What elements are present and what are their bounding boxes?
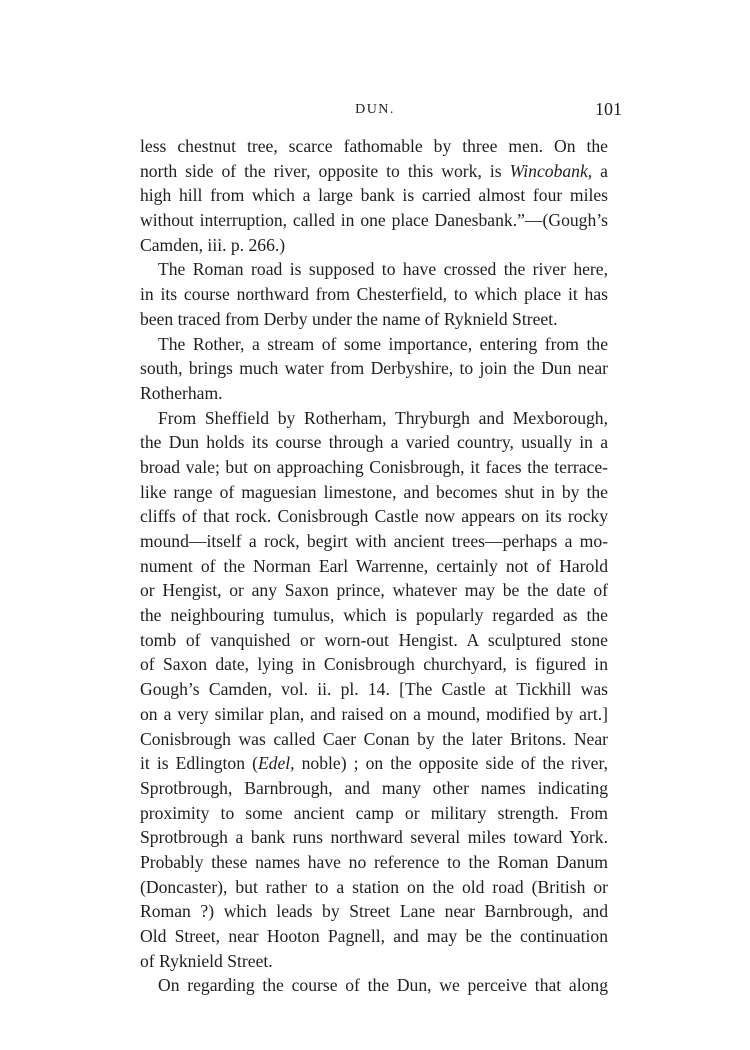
text-run: high hill from which a large bank is carried almost four miles: [140, 185, 608, 206]
text-line: [140, 183, 608, 208]
page-number: 101: [595, 99, 622, 119]
text-line: [140, 924, 608, 949]
text-run: less chestnut tree, scarce fathomable by three men. On the: [140, 136, 608, 156]
text-line: [140, 578, 608, 603]
text-line: [140, 282, 608, 307]
running-title: DUN.: [355, 102, 395, 117]
text-line: [140, 652, 608, 677]
text-line: [140, 381, 608, 406]
text-line: [140, 529, 608, 554]
text-line: [140, 332, 608, 357]
text-run: or Hengist, or any Saxon prince, whatever may be the date of: [140, 580, 608, 601]
text-run: Rotherham.: [140, 382, 223, 403]
text-run: (Doncaster), but rather to a station on the old road (British or: [140, 876, 608, 897]
text-run: Probably these names have no reference to the Roman Danum: [140, 851, 608, 872]
text-run: Conisbrough was called Caer Conan by the later Britons. Near: [140, 728, 608, 749]
paragraph: [140, 257, 608, 331]
text-line: [140, 307, 608, 332]
text-line: [140, 504, 608, 529]
text-run: tomb of vanquished or worn-out Hengist. A sculptured stone: [140, 629, 608, 650]
text-line: [140, 899, 608, 924]
text-run: been traced from Derby under the name of Ryknield Street.: [140, 308, 558, 329]
text-line: [140, 677, 608, 702]
text-run: On regarding the course of the Dun, we perceive that along: [158, 975, 608, 996]
text-line: [140, 801, 608, 826]
text-run: From Sheffield by Rotherham, Thryburgh and Mexborough,: [158, 407, 608, 428]
text-run: The Rother, a stream of some importance, entering from the: [158, 333, 608, 354]
text-run: Sprotbrough a bank runs northward several miles toward York.: [140, 827, 608, 848]
text-run: of Saxon date, lying in Conisbrough churchyard, is figured in: [140, 654, 608, 675]
text-run: nument of the Norman Earl Warrenne, certainly not of Harold: [140, 555, 608, 576]
text-line: [140, 134, 608, 159]
text-line: [140, 159, 608, 184]
text-line: [140, 949, 608, 974]
text-line: [140, 702, 608, 727]
text-run: it is Edlington (: [140, 753, 258, 774]
text-run: Camden, iii. p. 266.): [140, 234, 286, 255]
running-head: [0, 99, 750, 123]
text-run: without interruption, called in one place Danesbank.”—(Gough’s: [140, 210, 608, 231]
text-line: [140, 356, 608, 381]
text-line: [140, 208, 608, 233]
text-line: [140, 727, 608, 752]
text-run: the neighbouring tumulus, which is popularly regarded as the: [140, 605, 608, 626]
text-run: noble) ; on the opposite side of the river,: [294, 753, 608, 774]
text-line: [140, 430, 608, 455]
text-line: [140, 480, 608, 505]
text-run: a: [592, 160, 608, 181]
text-run: the Dun holds its course through a varied country, usually in a: [140, 432, 608, 453]
text-run: Sprotbrough, Barnbrough, and many other names indicating: [140, 777, 608, 798]
text-run: mound—itself a rock, begirt with ancient trees—perhaps a mo-: [140, 531, 608, 551]
text-line: [140, 603, 608, 628]
text-line: [140, 875, 608, 900]
text-line: [140, 850, 608, 875]
italic-text: Edel,: [257, 753, 295, 774]
text-run: of Ryknield Street.: [140, 950, 273, 971]
text-run: proximity to some ancient camp or military strength. From: [140, 802, 608, 823]
text-line: [140, 628, 608, 653]
text-run: Roman ?) which leads by Street Lane near Barnbrough, and: [140, 901, 608, 922]
text-run: north side of the river, opposite to this work, is: [140, 160, 510, 181]
text-run: The Roman road is supposed to have crossed the river here,: [158, 259, 608, 280]
text-run: broad vale; but on approaching Conisbrough, it faces the terrace-: [140, 456, 608, 477]
text-run: Old Street, near Hooton Pagnell, and may be the continuation: [140, 926, 608, 946]
text-line: [140, 751, 608, 776]
text-line: [140, 233, 608, 258]
text-line: [140, 257, 608, 282]
text-run: cliffs of that rock. Conisbrough Castle now appears on its rocky: [140, 506, 608, 527]
text-line: [140, 825, 608, 850]
text-line: [140, 455, 608, 480]
italic-text: Wincobank,: [509, 160, 593, 181]
text-run: like range of maguesian limestone, and becomes shut in by the: [140, 481, 608, 502]
text-run: on a very similar plan, and raised on a mound, modified by art.]: [140, 703, 608, 724]
text-line: [140, 973, 608, 998]
text-run: south, brings much water from Derbyshire, to join the Dun near: [140, 358, 608, 379]
paragraph: [140, 332, 608, 406]
body-text: [140, 134, 608, 998]
text-line: [140, 554, 608, 579]
text-line: [140, 776, 608, 801]
text-line: [140, 406, 608, 431]
paragraph: [140, 406, 608, 974]
paragraph: [140, 134, 608, 257]
paragraph: [140, 973, 608, 998]
text-run: Gough’s Camden, vol. ii. pl. 14. [The Castle at Tickhill was: [140, 679, 608, 700]
text-run: in its course northward from Chesterfield, to which place it has: [140, 284, 608, 305]
